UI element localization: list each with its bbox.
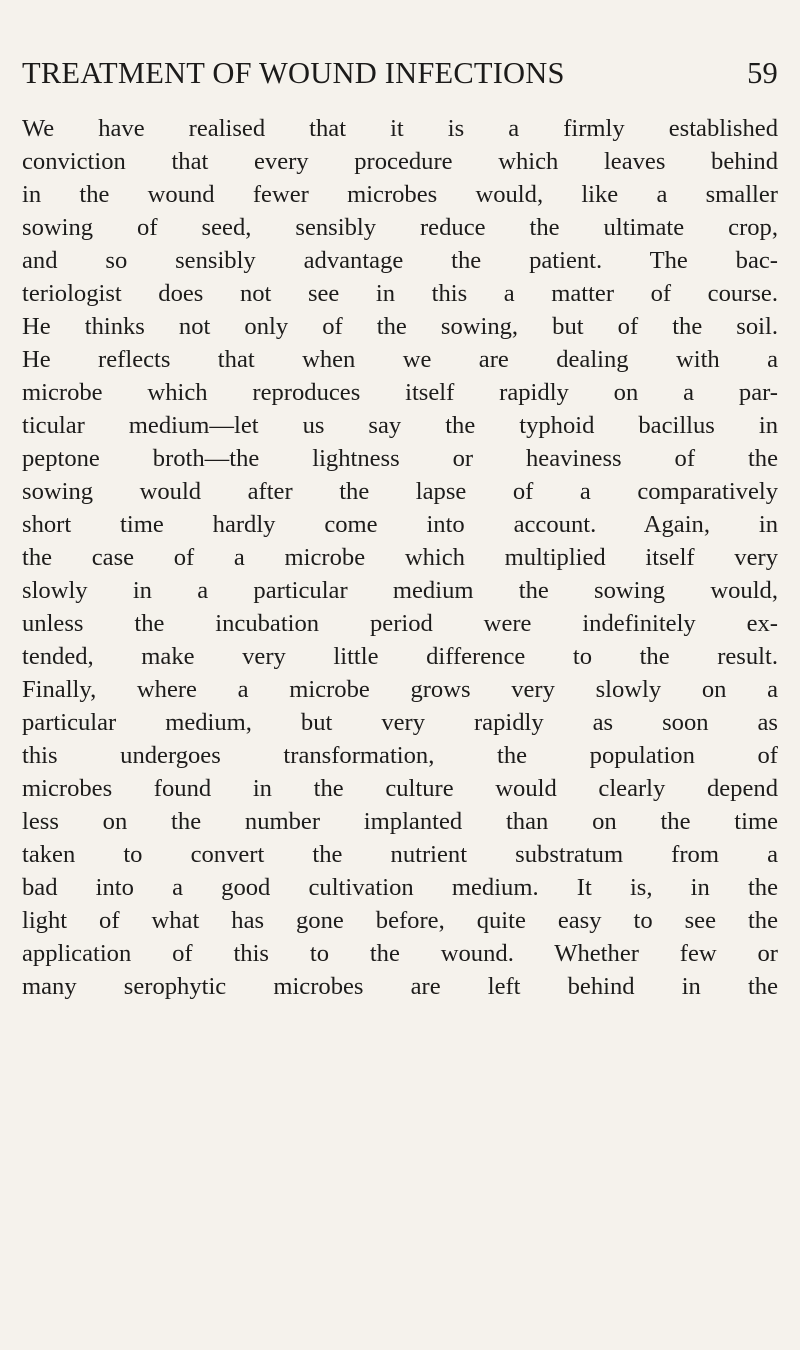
text-line: teriologist does not see in this a matter of course. <box>22 280 778 307</box>
header-title: TREATMENT OF WOUND INFECTIONS <box>22 56 565 90</box>
text-line: ticular medium—let us say the typhoid bacillus in <box>22 412 778 439</box>
running-header <box>22 56 778 104</box>
text-line: We have realised that it is a firmly established <box>22 115 778 142</box>
text-line: and so sensibly advantage the patient. The bac- <box>22 247 778 274</box>
page-number: 59 <box>747 56 778 90</box>
text-line: taken to convert the nutrient substratum from a <box>22 841 778 868</box>
body-paragraph <box>22 112 778 1003</box>
text-line: bad into a good cultivation medium. It is, in the <box>22 874 778 901</box>
text-line: unless the incubation period were indefinitely ex- <box>22 610 778 637</box>
text-line: microbe which reproduces itself rapidly on a par- <box>22 379 778 406</box>
text-line: tended, make very little difference to the result. <box>22 643 778 670</box>
text-line: Finally, where a microbe grows very slowly on a <box>22 676 778 703</box>
text-line: this undergoes transformation, the population of <box>22 742 778 769</box>
text-line: the case of a microbe which multiplied itself very <box>22 544 778 571</box>
text-line: many serophytic microbes are left behind in the <box>22 973 778 1000</box>
text-line: particular medium, but very rapidly as soon as <box>22 709 778 736</box>
text-line: sowing would after the lapse of a comparatively <box>22 478 778 505</box>
text-line: less on the number implanted than on the time <box>22 808 778 835</box>
text-line: sowing of seed, sensibly reduce the ultimate crop, <box>22 214 778 241</box>
text-line: microbes found in the culture would clearly depend <box>22 775 778 802</box>
text-line: light of what has gone before, quite easy to see the <box>22 907 778 934</box>
text-line: short time hardly come into account. Again, in <box>22 511 778 538</box>
text-line: application of this to the wound. Whether few or <box>22 940 778 967</box>
text-line: in the wound fewer microbes would, like a smaller <box>22 181 778 208</box>
text-line: conviction that every procedure which leaves behind <box>22 148 778 175</box>
text-line: He reflects that when we are dealing with a <box>22 346 778 373</box>
text-line: slowly in a particular medium the sowing would, <box>22 577 778 604</box>
text-line: He thinks not only of the sowing, but of the soil. <box>22 313 778 340</box>
text-line: peptone broth—the lightness or heaviness of the <box>22 445 778 472</box>
